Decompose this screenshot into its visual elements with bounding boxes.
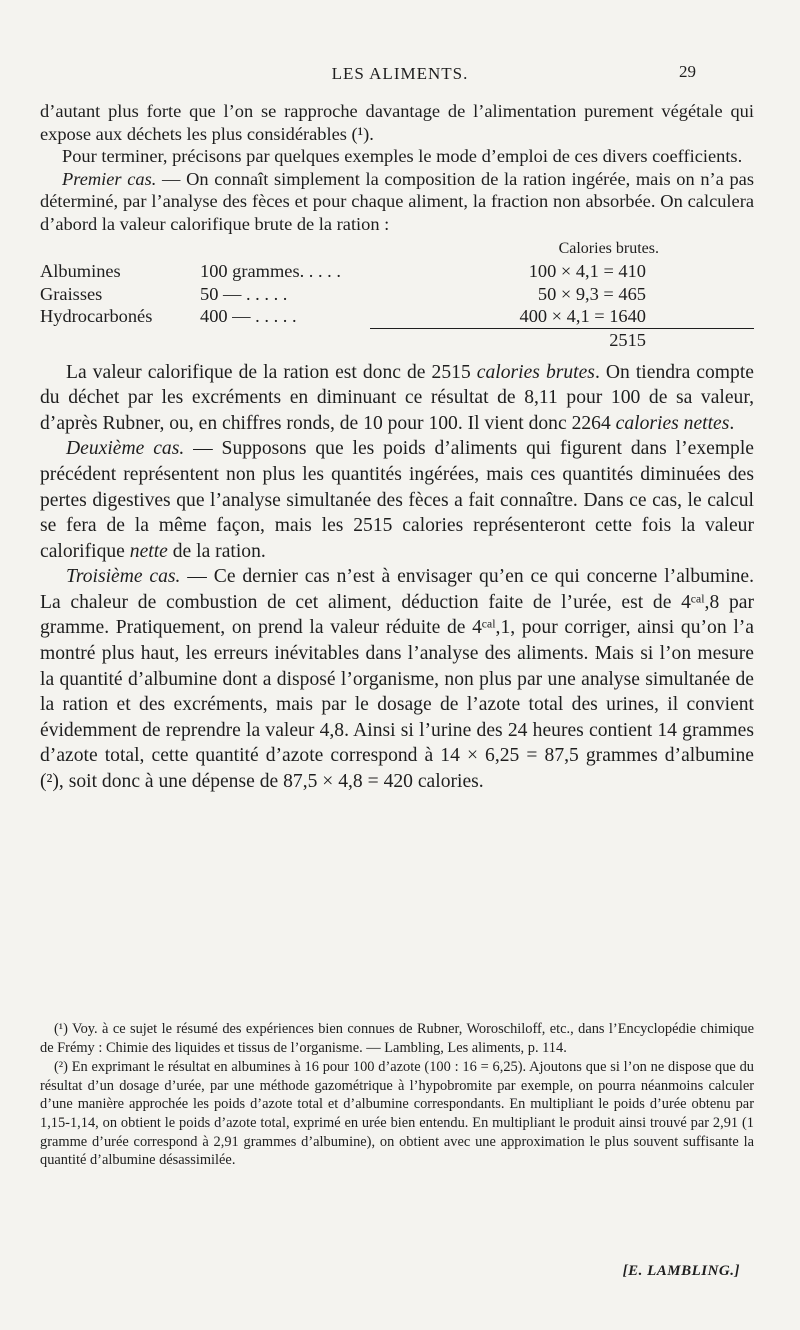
row-result: 100 × 4,1 = 410 (528, 261, 646, 282)
total-calories: 2515 (370, 328, 754, 351)
paragraph-first-case (40, 168, 754, 236)
text-run: de la ration. (167, 540, 266, 562)
second-case-heading: Deuxième cas. (66, 438, 185, 460)
running-title: LES ALIMENTS. (331, 64, 469, 83)
table-row (40, 283, 754, 306)
calorie-calculation-table (40, 238, 754, 352)
text-run: — Ce dernier cas n’est à envisager qu’en ce qui concerne l’albumine. La chaleur de combustion de cet aliment, déduction faite de l’urée, est de 4ᶜᵃˡ,8 par gramme. Pratiquement, on prend la valeur réduite de 4ᶜᵃˡ,1, pour corriger, ainsi qu’on l’a montré plus haut, les erreurs inévitables dans l’analyse des aliments. Mais si l’on mesure la quantité d’albumine dont a disposé l’organisme, non plus par une analyse simultanée de la ration et des excréments, mais par le dosage de l’azote total des urines, il convient évidemment de reprendre la valeur 4,8. Ainsi si l’urine des 24 heures contient 14 grammes d’azote total, cette quantité d’azote correspond à 14 × 6,25 = 87,5 grammes d’albumine (²), soit donc à une dépense de 87,5 × 4,8 = 420 calories. (40, 566, 754, 793)
page-number: 29 (679, 62, 696, 81)
paragraph-intro-examples: Pour terminer, précisons par quelques exemples le mode d’emploi de ces divers coefficients. (62, 146, 743, 167)
row-result: 400 × 4,1 = 1640 (519, 306, 646, 327)
table-total-row (40, 328, 754, 351)
row-item: Albumines (40, 261, 121, 282)
row-item: Hydrocarbonés (40, 306, 153, 327)
paragraph-second-case (40, 436, 754, 564)
row-quantity: 100 grammes. . . . . (200, 261, 341, 282)
emphasis-calories-nettes: calories nettes (615, 412, 730, 434)
footnote-2: (²) En exprimant le résultat en albumines à 16 pour 100 d’azote (100 : 16 = 6,25). Ajoutons que si l’on ne dispose que du résultat d’un dosage d’urée, par une méthode gazométrique à l’hypobromite par exemple, on pourra néanmoins calculer d’une manière approchée les poids d’azote total et d’albumine correspondants. En multipliant le poids d’urée obtenu par 1,15-1,14, on obtient le poids d’azote total, exprimé en urée bien entendu. En multipliant le produit ainsi trouvé par 2,91 (1 gramme d’urée correspond à 2,91 grammes d’albumine), on obtient avec une approximation le plus souvent suffisante la quantité d’albumine désassimilée. (40, 1059, 754, 1169)
emphasis-calories-brutes: calories brutes (476, 361, 595, 383)
author-signature: [E. LAMBLING.] (622, 1263, 740, 1279)
row-result: 50 × 9,3 = 465 (537, 283, 646, 304)
table-row (40, 260, 754, 283)
footnotes (40, 1020, 754, 1171)
row-quantity: 400 — . . . . . (200, 306, 297, 327)
calories-column-header: Calories brutes. (558, 239, 659, 257)
text-run: . On tiendra compte du déchet par les excréments en diminuant ce résultat de 8,11 pour 100 de sa valeur, d’après Rubner, ou, en chiffres ronds, de 10 pour 100. Il vient donc 2264 (40, 361, 754, 434)
first-case-heading: Premier cas. (62, 168, 157, 189)
text-run: . (729, 412, 735, 434)
row-quantity: 50 — . . . . . (200, 283, 288, 304)
paragraph-third-case (40, 564, 754, 794)
table-row (40, 305, 754, 328)
body-text (40, 100, 754, 795)
footnote-1: (¹) Voy. à ce sujet le résumé des expériences bien connues de Rubner, Woroschiloff, etc., dans l’Encyclopédie chimique de Frémy : Chimie des liquides et tissus de l’organisme. — Lambling, Les aliments, p. 114. (40, 1021, 754, 1056)
emphasis-nette: nette (129, 540, 168, 562)
text-run: — Supposons que les poids d’aliments qui figurent dans l’exemple précédent représentent non plus les quantités ingérées, mais ces quantités diminuées des pertes digestives que l’analyse simultanée des fèces a fait connaître. Dans ce cas, le calcul se fera de la même façon, mais les 2515 calories représenteront cette fois la valeur calorifique (40, 438, 754, 562)
third-case-heading: Troisième cas. (66, 566, 181, 588)
row-item: Graisses (40, 283, 103, 304)
text-run: La valeur calorifique de la ration est donc de 2515 (66, 361, 477, 383)
paragraph-continuation: d’autant plus forte que l’on se rapproche davantage de l’alimentation purement végétale qui expose aux déchets les plus considérables (¹). (40, 101, 754, 144)
first-case-text: — On connaît simplement la composition de la ration ingérée, mais on n’a pas déterminé, par l’analyse des fèces et pour chaque aliment, la fraction non absorbée. On calculera d’abord la valeur calorifique brute de la ration : (40, 168, 754, 234)
paragraph-first-case-result (40, 360, 754, 437)
page-header (0, 62, 800, 94)
